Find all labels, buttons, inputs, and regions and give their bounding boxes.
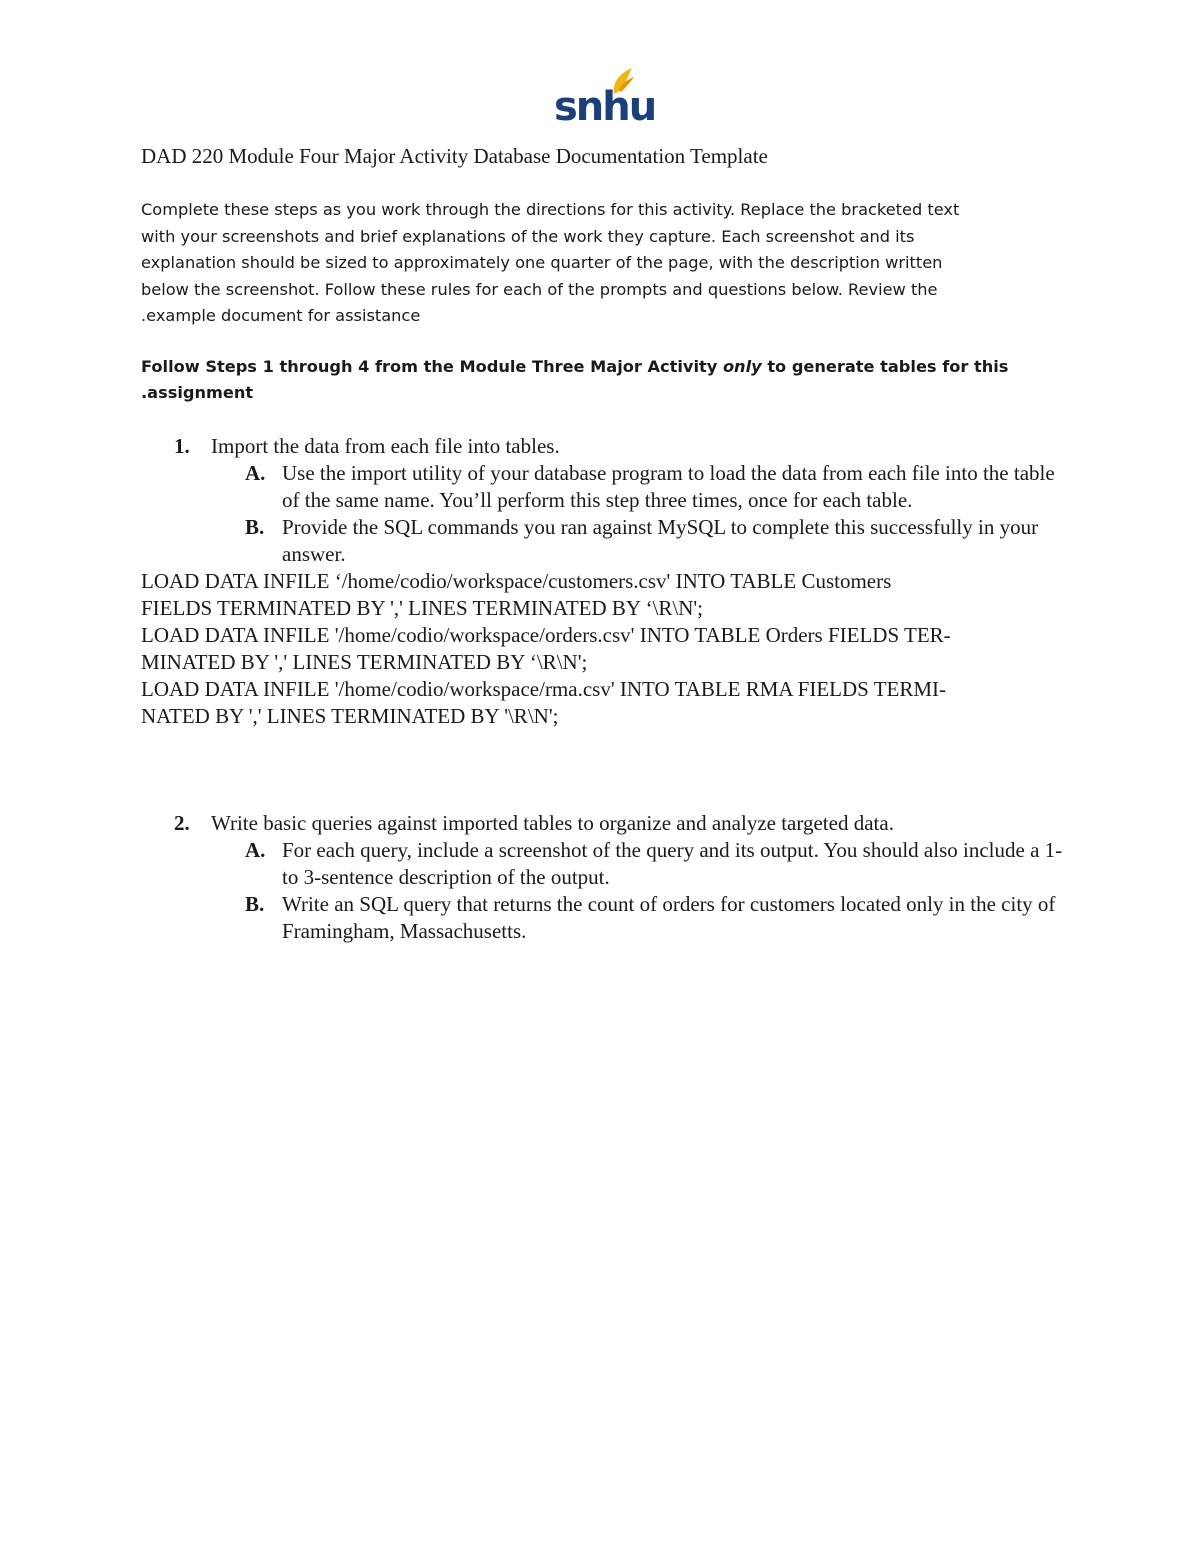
sub-item xyxy=(141,891,1071,945)
follow-steps-note xyxy=(141,354,1041,406)
sub-item-text: Use the import utility of your database program to load the data from each file into the table of the same name. You’ll perform this step three times, once for each table. xyxy=(282,461,1055,512)
sub-item xyxy=(141,514,1071,568)
logo-wordmark: snhu xyxy=(554,84,656,130)
sql-line: LOAD DATA INFILE '/home/codio/workspace/orders.csv' INTO TABLE Orders FIELDS TER- xyxy=(141,623,951,647)
item-number: 2. xyxy=(174,811,190,835)
sub-item xyxy=(141,460,1071,514)
sql-commands xyxy=(141,568,1071,730)
sub-item-text: Write an SQL query that returns the count of orders for customers located only in the city of Framingham, Massachusetts. xyxy=(282,892,1056,943)
snhu-logo-graphic xyxy=(552,64,656,130)
sub-item-letter: A. xyxy=(245,838,266,862)
instructions-paragraph xyxy=(141,197,1041,330)
emphasis-only: only xyxy=(722,357,762,376)
instructions-line: Complete these steps as you work through the directions for this activity. Replace the bracketed text xyxy=(141,200,960,219)
instructions-line: explanation should be sized to approximately one quarter of the page, with the description written xyxy=(141,253,943,272)
item-text: Write basic queries against imported tables to organize and analyze targeted data. xyxy=(211,811,894,835)
sql-line: LOAD DATA INFILE '/home/codio/workspace/rma.csv' INTO TABLE RMA FIELDS TERMI- xyxy=(141,677,947,701)
numbered-item-1 xyxy=(141,433,1071,730)
document-title: DAD 220 Module Four Major Activity Database Documentation Template xyxy=(141,144,768,168)
sub-item-text: Provide the SQL commands you ran against MySQL to complete this successfully in your answer. xyxy=(282,515,1039,566)
sub-item-letter: B. xyxy=(245,515,265,539)
snhu-logo xyxy=(552,64,656,130)
follow-steps-line: .assignment xyxy=(141,383,254,402)
sql-line: NATED BY ',' LINES TERMINATED BY '\R\N'; xyxy=(141,704,559,728)
list-item xyxy=(141,810,1071,837)
instructions-line: with your screenshots and brief explanations of the work they capture. Each screenshot and its xyxy=(141,226,915,246)
instructions-line: .example document for assistance xyxy=(141,306,421,325)
sql-line: FIELDS TERMINATED BY ',' LINES TERMINATED BY ‘\R\N'; xyxy=(141,596,704,620)
follow-steps-line: Follow Steps 1 through 4 from the Module Three Major Activity only to generate tables for this xyxy=(141,357,1009,376)
sql-line: MINATED BY ',' LINES TERMINATED BY ‘\R\N'; xyxy=(141,650,588,674)
item-text: Import the data from each file into tables. xyxy=(211,434,560,458)
sub-item-text: For each query, include a screenshot of the query and its output. You should also include a 1- to 3-sentence description of the output. xyxy=(282,838,1063,889)
item-number: 1. xyxy=(174,434,190,458)
numbered-item-2 xyxy=(141,810,1071,945)
sub-item xyxy=(141,837,1071,891)
list-item xyxy=(141,433,1071,460)
sub-item-letter: B. xyxy=(245,892,265,916)
sql-line: LOAD DATA INFILE ‘/home/codio/workspace/customers.csv' INTO TABLE Customers xyxy=(141,569,892,593)
sub-item-letter: A. xyxy=(245,461,266,485)
instructions-line: below the screenshot. Follow these rules for each of the prompts and questions below. Review the xyxy=(141,279,938,299)
